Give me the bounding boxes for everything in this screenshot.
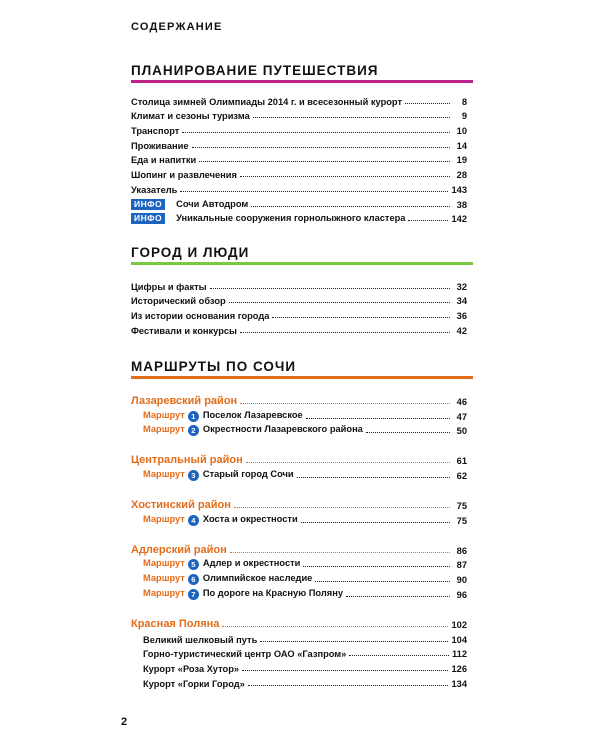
leader-dots xyxy=(253,116,450,118)
section-planning xyxy=(131,63,467,224)
leader-dots xyxy=(405,102,450,104)
route-entry[interactable] xyxy=(131,570,467,585)
route-label: Маршрут xyxy=(143,409,185,420)
toc-entry[interactable] xyxy=(131,645,467,660)
route-number-badge: 4 xyxy=(188,515,199,526)
entry-page: 61 xyxy=(456,456,467,467)
leader-dots xyxy=(408,219,448,221)
page-number: 2 xyxy=(121,716,128,728)
entry-title: Шопинг и развлечения xyxy=(131,170,237,181)
route-number-badge: 5 xyxy=(188,559,199,570)
entry-page: 47 xyxy=(456,411,467,422)
entry-page: 142 xyxy=(451,214,467,225)
section-divider xyxy=(131,262,473,265)
toc-info-entry[interactable] xyxy=(131,195,467,210)
entry-title: Адлер и окрестности xyxy=(202,558,301,569)
leader-dots xyxy=(251,205,450,207)
entry-page: 134 xyxy=(451,678,467,689)
entry-title: Сочи Автодром xyxy=(176,198,249,209)
leader-dots xyxy=(240,175,450,177)
entry-page: 14 xyxy=(456,140,467,151)
section-divider xyxy=(131,80,473,83)
leader-dots xyxy=(306,417,450,419)
leader-dots xyxy=(230,551,450,553)
route-number-badge: 6 xyxy=(188,574,199,585)
entry-title: Цифры и факты xyxy=(131,281,207,292)
route-label: Маршрут xyxy=(143,558,185,569)
entry-title: Великий шелковый путь xyxy=(143,634,258,645)
entry-title: Поселок Лазаревское xyxy=(202,409,303,420)
toc-entry[interactable] xyxy=(131,180,467,195)
leader-dots xyxy=(248,684,449,686)
entry-title: Столица зимней Олимпиады 2014 г. и всесезонный курорт xyxy=(131,96,403,107)
leader-dots xyxy=(240,402,450,404)
section-divider xyxy=(131,376,473,379)
section-routes xyxy=(131,359,467,703)
entry-title: Из истории основания города xyxy=(131,311,270,322)
entry-page: 46 xyxy=(456,397,467,407)
district-block xyxy=(131,495,467,526)
toc-entry[interactable] xyxy=(131,121,467,136)
district-heading[interactable] xyxy=(131,614,467,630)
entry-title: Хоста и окрестности xyxy=(202,513,298,524)
entry-page: 86 xyxy=(456,545,467,556)
route-entry[interactable] xyxy=(131,556,467,571)
route-entry[interactable] xyxy=(131,511,467,526)
toc-info-entry[interactable] xyxy=(131,210,467,225)
entry-page: 96 xyxy=(456,589,467,600)
entry-title: Окрестности Лазаревского района xyxy=(202,424,363,435)
leader-dots xyxy=(180,190,448,192)
entry-title: Курорт «Роза Хутор» xyxy=(143,663,240,674)
route-entry[interactable] xyxy=(131,585,467,600)
leader-dots xyxy=(240,331,450,333)
entry-title: Транспорт xyxy=(131,126,180,137)
route-entry[interactable] xyxy=(131,407,467,422)
toc-entry[interactable] xyxy=(131,659,467,674)
entry-page: 143 xyxy=(451,184,467,195)
leader-dots xyxy=(297,476,450,478)
entry-page: 28 xyxy=(456,170,467,181)
entry-page: 42 xyxy=(456,325,467,336)
toc-entry[interactable] xyxy=(131,306,467,321)
page-heading: СОДЕРЖАНИЕ xyxy=(131,21,223,33)
entry-page: 36 xyxy=(456,311,467,322)
toc-entry[interactable] xyxy=(131,630,467,645)
entry-page: 62 xyxy=(456,471,467,482)
entry-title: Фестивали и конкурсы xyxy=(131,325,238,336)
route-number-badge: 7 xyxy=(188,589,199,600)
district-block xyxy=(131,391,467,436)
district-name: Адлерский район xyxy=(131,543,227,556)
entry-page: 102 xyxy=(451,619,467,630)
district-heading[interactable] xyxy=(131,450,467,466)
leader-dots xyxy=(346,595,450,597)
section-title: МАРШРУТЫ ПО СОЧИ xyxy=(131,359,297,374)
entry-page: 75 xyxy=(456,501,467,512)
district-name: Красная Поляна xyxy=(131,617,220,630)
route-label: Маршрут xyxy=(143,424,185,435)
entry-title: Горно-туристический центр ОАО «Газпром» xyxy=(143,649,347,660)
section-title: ГОРОД И ЛЮДИ xyxy=(131,245,250,260)
route-number-badge: 2 xyxy=(188,425,199,436)
entry-page: 75 xyxy=(456,515,467,526)
entry-title: Указатель xyxy=(131,184,178,195)
district-block xyxy=(131,614,467,689)
entry-page: 34 xyxy=(456,296,467,307)
entry-page: 10 xyxy=(456,126,467,137)
toc-entry[interactable] xyxy=(131,674,467,689)
entry-page: 50 xyxy=(456,426,467,437)
entry-title: По дороге на Красную Поляну xyxy=(202,587,343,598)
section-city-people xyxy=(131,245,467,336)
leader-dots xyxy=(182,131,450,133)
district-name: Хостинский район xyxy=(131,499,231,512)
leader-dots xyxy=(229,301,450,303)
leader-dots xyxy=(242,669,448,671)
leader-dots xyxy=(192,146,451,148)
leader-dots xyxy=(210,287,450,289)
route-label: Маршрут xyxy=(143,573,185,584)
leader-dots xyxy=(349,654,449,656)
entry-title: Еда и напитки xyxy=(131,155,197,166)
leader-dots xyxy=(222,625,448,627)
entry-page: 104 xyxy=(451,634,467,645)
entry-title: Курорт «Горки Город» xyxy=(143,678,245,689)
district-block xyxy=(131,540,467,600)
leader-dots xyxy=(366,431,450,433)
leader-dots xyxy=(315,580,450,582)
route-label: Маршрут xyxy=(143,469,185,480)
district-name: Центральный район xyxy=(131,454,243,467)
route-label: Маршрут xyxy=(143,513,185,524)
section-title: ПЛАНИРОВАНИЕ ПУТЕШЕСТВИЯ xyxy=(131,63,379,78)
toc-entry[interactable] xyxy=(131,92,467,107)
entry-page: 90 xyxy=(456,575,467,586)
toc-entry[interactable] xyxy=(131,165,467,180)
toc-entry[interactable] xyxy=(131,277,467,292)
leader-dots xyxy=(246,461,450,463)
entry-title: Климат и сезоны туризма xyxy=(131,111,250,122)
leader-dots xyxy=(199,160,450,162)
district-heading[interactable] xyxy=(131,391,467,407)
toc-entry[interactable] xyxy=(131,107,467,122)
toc-entry[interactable] xyxy=(131,151,467,166)
route-entry[interactable] xyxy=(131,422,467,437)
district-heading[interactable] xyxy=(131,540,467,556)
route-label: Маршрут xyxy=(143,587,185,598)
toc-entry[interactable] xyxy=(131,292,467,307)
entry-title: Проживание xyxy=(131,140,189,151)
entry-page: 32 xyxy=(456,281,467,292)
district-block xyxy=(131,450,467,481)
entry-title: Старый город Сочи xyxy=(202,469,294,480)
entry-page: 87 xyxy=(456,560,467,571)
info-badge: ИНФО xyxy=(131,213,165,224)
district-name: Лазаревский район xyxy=(131,395,238,407)
entry-page: 9 xyxy=(461,111,467,122)
route-number-badge: 3 xyxy=(188,470,199,481)
leader-dots xyxy=(272,316,450,318)
toc-entry[interactable] xyxy=(131,136,467,151)
district-heading[interactable] xyxy=(131,495,467,511)
entry-page: 112 xyxy=(452,649,467,660)
entry-page: 126 xyxy=(451,663,467,674)
leader-dots xyxy=(260,640,448,642)
entry-page: 8 xyxy=(461,96,467,107)
leader-dots xyxy=(303,565,450,567)
route-entry[interactable] xyxy=(131,466,467,481)
entry-title: Уникальные сооружения горнолыжного кластера xyxy=(176,213,406,224)
toc-entry[interactable] xyxy=(131,321,467,336)
leader-dots xyxy=(234,506,450,508)
entry-title: Олимпийское наследие xyxy=(202,573,313,584)
route-number-badge: 1 xyxy=(188,411,199,422)
leader-dots xyxy=(301,521,450,523)
entry-page: 38 xyxy=(456,199,467,210)
entry-title: Исторический обзор xyxy=(131,296,226,307)
info-badge: ИНФО xyxy=(131,199,165,210)
entry-page: 19 xyxy=(456,155,467,166)
